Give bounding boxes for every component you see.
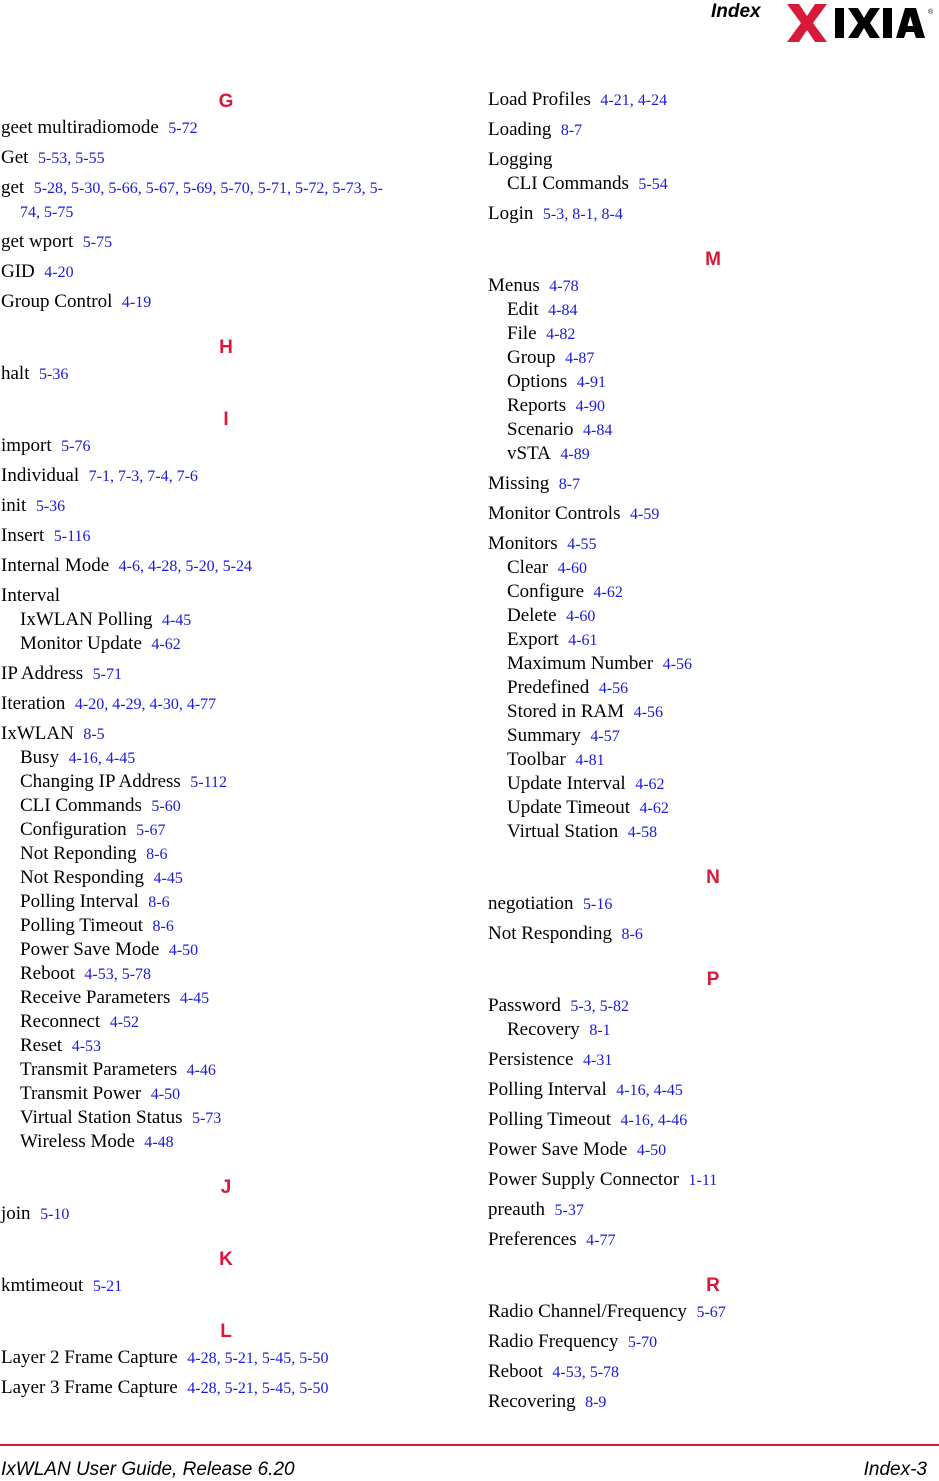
index-term: Radio Frequency (488, 1331, 619, 1352)
index-page-refs: 5-36 (35, 498, 66, 515)
index-entry (488, 1360, 938, 1384)
index-page-refs: 7-1, 7-3, 7-4, 7-6 (88, 468, 198, 485)
index-subentry (488, 724, 938, 748)
index-subentry (488, 172, 938, 196)
index-subentry (1, 1106, 451, 1130)
index-letter-heading: K (219, 1249, 233, 1270)
index-page-refs: 4-84 (582, 422, 613, 439)
index-entry (1, 722, 451, 1154)
index-subterm: Reset (20, 1035, 63, 1056)
index-entry (488, 148, 938, 196)
index-page-refs: 4-50 (636, 1142, 667, 1159)
index-page-refs: 4-91 (576, 374, 607, 391)
index-term: Monitor Controls (488, 503, 621, 524)
index-term: get (1, 177, 25, 198)
index-entry (1, 290, 451, 314)
index-term: Monitors (488, 533, 558, 554)
index-subentry (1, 938, 451, 962)
index-subterm: Not Responding (20, 867, 145, 888)
index-page-refs: 8-6 (146, 846, 168, 863)
index-page-refs: 4-62 (635, 776, 665, 793)
index-term: import (1, 435, 52, 456)
index-entry (488, 1048, 938, 1072)
index-page-refs: 4-53 (71, 1038, 102, 1055)
index-page-refs: 4-78 (549, 278, 579, 295)
index-entry (488, 1228, 938, 1252)
index-entry (488, 274, 938, 466)
index-page-refs: 8-6 (148, 894, 170, 911)
index-term: Persistence (488, 1049, 574, 1070)
index-page-refs: 4-89 (560, 446, 590, 463)
index-subterm: Reports (507, 395, 567, 416)
index-term: Password (488, 995, 561, 1016)
index-letter-heading: M (705, 249, 721, 270)
index-term: Individual (1, 465, 80, 486)
index-subentry (1, 770, 451, 794)
index-page-refs: 4-62 (639, 800, 669, 817)
index-entry (1, 1346, 451, 1370)
index-subterm: Edit (507, 299, 539, 320)
index-term: Login (488, 203, 534, 224)
index-term: IxWLAN (1, 723, 74, 744)
index-entry (1, 362, 451, 386)
index-subterm: File (507, 323, 537, 344)
index-page-refs: 4-53, 5-78 (552, 1364, 620, 1381)
index-subterm: Predefined (507, 677, 590, 698)
index-entry (1, 662, 451, 686)
index-term: Polling Timeout (488, 1109, 612, 1130)
index-page-refs: 5-60 (151, 798, 181, 815)
index-entry (1, 584, 451, 656)
index-subterm: Not Reponding (20, 843, 137, 864)
index-entry (1, 1202, 451, 1226)
index-entry (1, 554, 451, 578)
index-page-refs: 5-71 (92, 666, 122, 683)
index-term: Internal Mode (1, 555, 110, 576)
index-term: Recovering (488, 1391, 576, 1412)
svg-text:®: ® (928, 9, 934, 16)
index-subterm: Recovery (507, 1019, 580, 1040)
index-entry (1, 176, 451, 224)
index-page-refs: 4-62 (593, 584, 623, 601)
index-page-refs: 8-6 (621, 926, 643, 943)
index-page-refs: 5-10 (40, 1206, 70, 1223)
index-subentry (488, 322, 938, 346)
index-subentry (1, 1082, 451, 1106)
index-subterm: Group (507, 347, 556, 368)
index-subterm: Busy (20, 747, 60, 768)
index-page-refs: 5-54 (638, 176, 668, 193)
index-subentry (1, 866, 451, 890)
index-entry (488, 994, 938, 1042)
index-entry (488, 922, 938, 946)
index-term: kmtimeout (1, 1275, 84, 1296)
index-page-refs: 4-45 (153, 870, 183, 887)
index-page-refs: 5-116 (53, 528, 91, 545)
index-term: get wport (1, 231, 74, 252)
index-subterm: Scenario (507, 419, 574, 440)
index-page-refs: 4-48 (144, 1134, 174, 1151)
index-term: Radio Channel/Frequency (488, 1301, 687, 1322)
index-page-refs: 4-87 (565, 350, 595, 367)
index-page-refs: 4-77 (586, 1232, 616, 1249)
index-page-refs: 8-9 (585, 1394, 607, 1411)
index-entry (488, 202, 938, 226)
index-subterm: IxWLAN Polling (20, 609, 153, 630)
index-subterm: Transmit Power (20, 1083, 142, 1104)
index-entry (488, 1390, 938, 1414)
index-page-refs: 4-52 (109, 1014, 140, 1031)
index-subentry (1, 962, 451, 986)
footer-divider (0, 1444, 939, 1446)
index-subentry (488, 796, 938, 820)
index-entry (1, 1274, 451, 1298)
index-term: geet multiradiomode (1, 117, 159, 138)
index-page-refs: 4-46 (186, 1062, 216, 1079)
index-page-refs: 8-1 (589, 1022, 611, 1039)
index-page-refs: 4-84 (548, 302, 578, 319)
index-entry (488, 118, 938, 142)
index-subterm: Polling Interval (20, 891, 139, 912)
index-page-refs: 4-16, 4-45 (616, 1082, 683, 1099)
index-subterm: Maximum Number (507, 653, 654, 674)
index-term: Group Control (1, 291, 113, 312)
index-subterm: Transmit Parameters (20, 1059, 178, 1080)
index-subterm: Export (507, 629, 559, 650)
index-term: Polling Interval (488, 1079, 607, 1100)
index-subterm: Summary (507, 725, 581, 746)
index-subterm: Changing IP Address (20, 771, 181, 792)
index-page-refs: 8-6 (152, 918, 174, 935)
index-page-refs: 4-56 (598, 680, 629, 697)
index-page-refs: 4-31 (582, 1052, 613, 1069)
index-page-refs: 8-7 (560, 122, 583, 139)
index-page-refs: 4-58 (627, 824, 658, 841)
index-page-refs: 8-5 (83, 726, 105, 743)
index-page-refs: 4-16, 4-45 (68, 750, 136, 767)
index-subentry (1, 608, 451, 632)
index-term: Reboot (488, 1361, 543, 1382)
index-page-refs: 4-60 (557, 560, 587, 577)
index-subentry (1, 1058, 451, 1082)
index-term: Iteration (1, 693, 66, 714)
index-subentry (1, 632, 451, 656)
index-page-refs: 5-75 (82, 234, 113, 251)
index-page-refs: 5-73 (191, 1110, 222, 1127)
index-subterm: Polling Timeout (20, 915, 144, 936)
index-letter-heading: G (218, 91, 234, 112)
index-subterm: Monitor Update (20, 633, 142, 654)
index-page-refs: 4-56 (633, 704, 664, 721)
index-subterm: Configure (507, 581, 585, 602)
index-subentry (488, 652, 938, 676)
index-letter-heading: N (706, 867, 720, 888)
index-page-refs: 5-37 (554, 1202, 584, 1219)
index-page-refs: 5-72 (168, 120, 198, 137)
index-subentry (1, 1010, 451, 1034)
index-term: init (1, 495, 27, 516)
index-term: Logging (488, 149, 553, 170)
index-page-refs: 5-112 (190, 774, 228, 791)
index-entry (1, 260, 451, 284)
index-entry (488, 1168, 938, 1192)
index-page-refs: 1-11 (688, 1172, 718, 1189)
index-subentry (1, 914, 451, 938)
index-term: Power Supply Connector (488, 1169, 680, 1190)
index-page-refs: 4-50 (150, 1086, 181, 1103)
index-page-refs: 5-21 (92, 1278, 123, 1295)
index-subterm: Options (507, 371, 568, 392)
index-subentry (1, 746, 451, 770)
index-term: GID (1, 261, 35, 282)
index-term: Loading (488, 119, 552, 140)
index-entry (488, 1300, 938, 1324)
index-term: Get (1, 147, 29, 168)
index-entry (488, 1078, 938, 1102)
index-subentry (488, 418, 938, 442)
index-page-refs: 4-55 (567, 536, 597, 553)
footer-page-number: Index-3 (863, 1459, 927, 1480)
index-page-refs: 4-20, 4-29, 4-30, 4-77 (74, 696, 217, 713)
index-entry (488, 1108, 938, 1132)
index-subentry (488, 820, 938, 844)
index-subentry (488, 628, 938, 652)
index-subentry (488, 604, 938, 628)
index-subterm: Stored in RAM (507, 701, 625, 722)
index-subentry (1, 794, 451, 818)
index-column-left (1, 88, 451, 1406)
index-page-refs: 5-28, 5-30, 5-66, 5-67, 5-69, 5-70, 5-71, 5-72, 5-73, 5- (33, 180, 383, 197)
index-subterm: CLI Commands (20, 795, 142, 816)
index-subterm: Power Save Mode (20, 939, 160, 960)
index-entry (1, 464, 451, 488)
index-term: Load Profiles (488, 89, 591, 110)
index-term: Preferences (488, 1229, 577, 1250)
index-subterm: Update Interval (507, 773, 626, 794)
index-term: negotiation (488, 893, 574, 914)
index-subentry (1, 986, 451, 1010)
index-term: Layer 3 Frame Capture (1, 1377, 178, 1398)
index-page-refs: 4-59 (629, 506, 660, 523)
ixia-logo (785, 0, 937, 46)
index-page-refs: 8-7 (558, 476, 581, 493)
index-entry (1, 146, 451, 170)
index-subterm: Configuration (20, 819, 127, 840)
index-page-refs: 5-70 (627, 1334, 658, 1351)
index-subentry (1, 890, 451, 914)
index-term: preauth (488, 1199, 545, 1220)
index-letter-heading: L (220, 1321, 232, 1342)
index-subterm: Delete (507, 605, 557, 626)
index-subterm: Receive Parameters (20, 987, 171, 1008)
index-page-refs: 4-50 (168, 942, 199, 959)
index-term: halt (1, 363, 30, 384)
index-subentry (488, 580, 938, 604)
index-entry (1, 1376, 451, 1400)
index-entry (1, 692, 451, 716)
index-page-refs: 4-82 (546, 326, 576, 343)
index-page-refs: 5-3, 8-1, 8-4 (542, 206, 623, 223)
index-subentry (488, 394, 938, 418)
index-letter-heading: P (706, 969, 720, 990)
index-entry (1, 524, 451, 548)
index-term: Insert (1, 525, 45, 546)
index-entry (488, 472, 938, 496)
index-subentry (1, 1130, 451, 1154)
index-subentry (488, 1018, 938, 1042)
index-entry (488, 532, 938, 844)
index-term: Missing (488, 473, 550, 494)
index-term: IP Address (1, 663, 84, 684)
index-subterm: Virtual Station Status (20, 1107, 183, 1128)
index-page-refs: 4-45 (161, 612, 192, 629)
index-subentry (1, 818, 451, 842)
index-page-refs: 4-61 (568, 632, 598, 649)
index-page-refs: 4-16, 4-46 (620, 1112, 688, 1129)
index-page-refs: 4-62 (151, 636, 181, 653)
index-page-refs: 4-45 (179, 990, 210, 1007)
index-page-refs-continued: 74, 5-75 (20, 204, 74, 221)
index-term: Interval (1, 585, 61, 606)
index-subentry (488, 700, 938, 724)
page-header-title: Index (711, 1, 761, 22)
index-page-refs: 4-60 (566, 608, 596, 625)
index-letter-heading: R (706, 1275, 720, 1296)
index-subterm: Wireless Mode (20, 1131, 135, 1152)
index-page-refs: 4-90 (575, 398, 605, 415)
index-page-refs: 4-28, 5-21, 5-45, 5-50 (187, 1350, 329, 1367)
index-term: Menus (488, 275, 540, 296)
index-subterm: Reboot (20, 963, 75, 984)
index-page-refs: 4-81 (575, 752, 605, 769)
index-subterm: Toolbar (507, 749, 566, 770)
index-term: Power Save Mode (488, 1139, 628, 1160)
index-letter-heading: H (219, 337, 233, 358)
index-page-refs: 5-16 (582, 896, 613, 913)
index-page-refs: 5-36 (39, 366, 69, 383)
index-letter-heading: I (223, 409, 229, 430)
index-page-refs: 4-56 (662, 656, 693, 673)
index-entry (488, 1330, 938, 1354)
index-page-refs: 4-21, 4-24 (600, 92, 668, 109)
index-page-refs: 4-57 (590, 728, 620, 745)
index-subentry (1, 1034, 451, 1058)
index-entry (488, 1198, 938, 1222)
index-entry (1, 116, 451, 140)
index-term: Not Responding (488, 923, 613, 944)
index-page-refs: 4-53, 5-78 (84, 966, 152, 983)
index-entry (1, 434, 451, 458)
index-page-refs: 4-20 (44, 264, 74, 281)
index-page-refs: 4-19 (121, 294, 152, 311)
index-page-refs: 5-76 (61, 438, 91, 455)
index-page-refs: 5-53, 5-55 (37, 150, 105, 167)
index-entry (488, 1138, 938, 1162)
footer-guide-title: IxWLAN User Guide, Release 6.20 (1, 1459, 295, 1480)
index-column-right (488, 88, 938, 1420)
index-subentry (488, 772, 938, 796)
index-subterm: Virtual Station (507, 821, 619, 842)
index-subterm: CLI Commands (507, 173, 629, 194)
index-subentry (488, 370, 938, 394)
index-page-refs: 4-28, 5-21, 5-45, 5-50 (187, 1380, 329, 1397)
index-subentry (488, 442, 938, 466)
index-entry (488, 892, 938, 916)
index-letter-heading: J (220, 1177, 232, 1198)
index-subentry (488, 346, 938, 370)
index-page-refs: 5-67 (136, 822, 166, 839)
index-subentry (488, 748, 938, 772)
index-term: join (1, 1203, 31, 1224)
index-entry (488, 502, 938, 526)
index-subterm: vSTA (507, 443, 551, 464)
index-page-refs: 5-3, 5-82 (570, 998, 629, 1015)
index-entry (1, 230, 451, 254)
index-subentry (488, 676, 938, 700)
index-subentry (488, 298, 938, 322)
index-subterm: Reconnect (20, 1011, 101, 1032)
index-subentry (488, 556, 938, 580)
index-page-refs: 4-6, 4-28, 5-20, 5-24 (118, 558, 252, 575)
index-page-refs: 5-67 (696, 1304, 726, 1321)
index-subterm: Update Timeout (507, 797, 630, 818)
index-entry (488, 88, 938, 112)
index-subterm: Clear (507, 557, 549, 578)
index-term: Layer 2 Frame Capture (1, 1347, 178, 1368)
index-subentry (1, 842, 451, 866)
index-entry (1, 494, 451, 518)
